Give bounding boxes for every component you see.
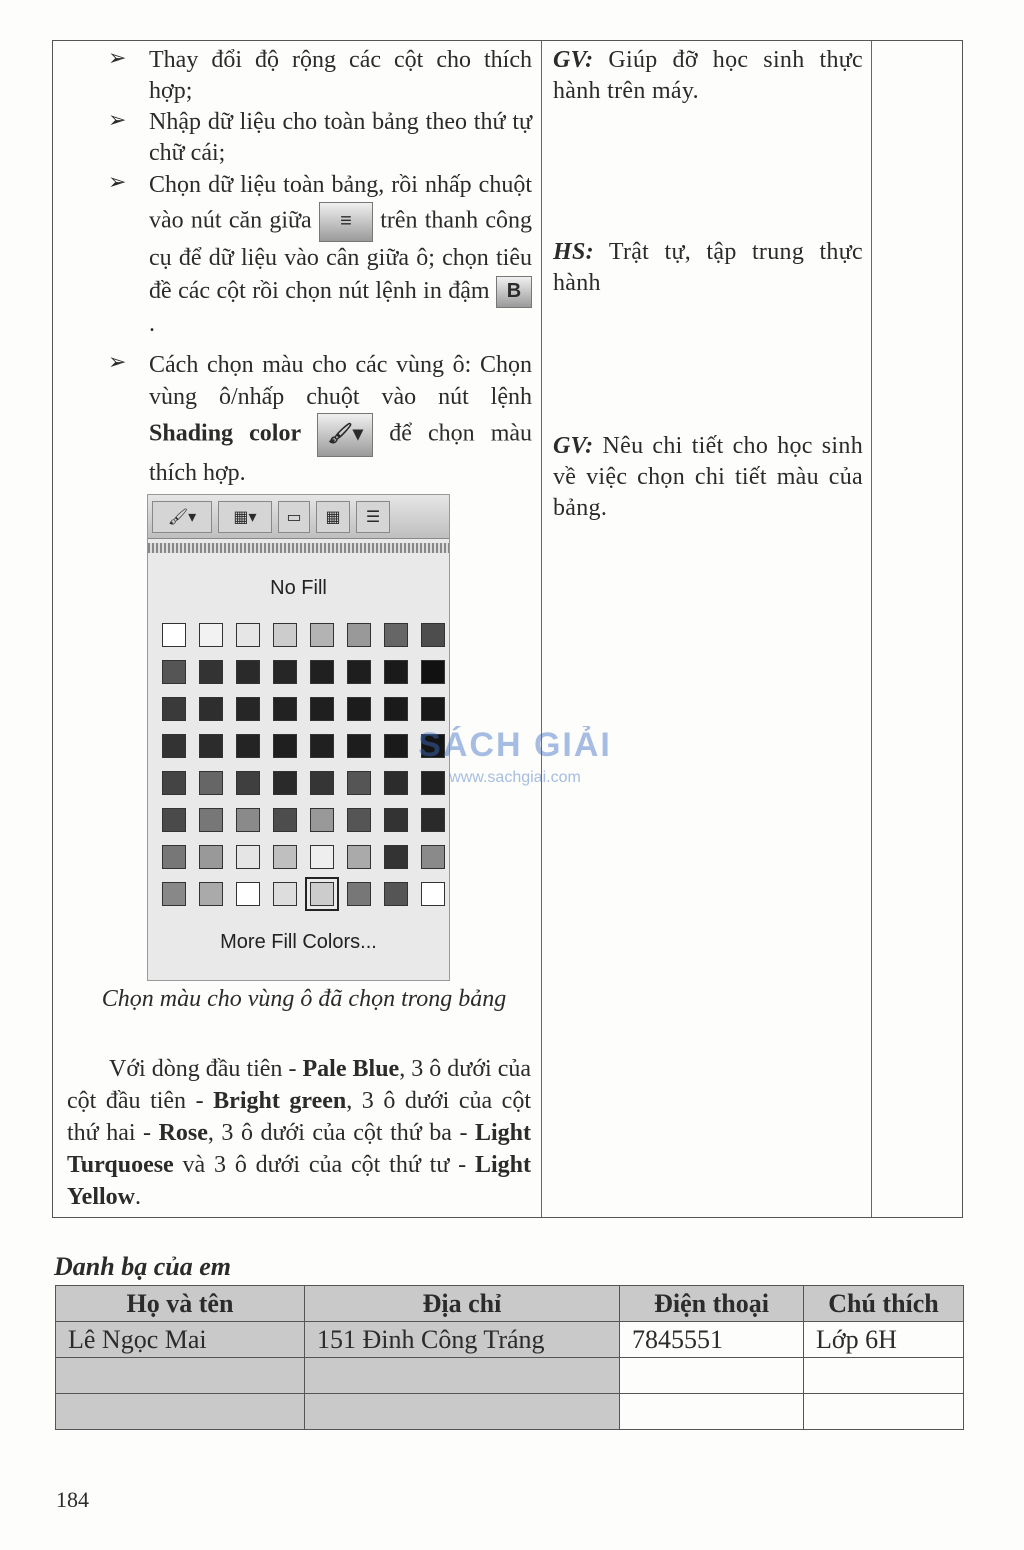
watermark-logo: SÁCH GIẢI xyxy=(418,726,612,764)
shading-color-palette xyxy=(147,494,450,981)
color-swatch[interactable] xyxy=(162,623,186,647)
paint-bucket-icon: 🖌▾ xyxy=(167,507,197,526)
cell-empty xyxy=(620,1394,804,1430)
text-box-button[interactable] xyxy=(356,501,390,533)
student-note: HS: Trật tự, tập trung thực hành xyxy=(553,239,863,296)
borders-icon: ▦▾ xyxy=(233,507,257,526)
color-swatch[interactable] xyxy=(236,771,260,795)
lesson-table xyxy=(52,40,963,1218)
color-swatch[interactable] xyxy=(162,771,186,795)
color-swatch-grid xyxy=(162,623,445,906)
directory-title: Danh bạ của em xyxy=(54,1252,231,1281)
cell-empty xyxy=(305,1358,620,1394)
arrow-bullet-icon: ➢ xyxy=(108,107,127,132)
color-swatch[interactable] xyxy=(273,697,297,721)
cell-name: Lê Ngọc Mai xyxy=(56,1322,305,1358)
arrow-bullet-icon: ➢ xyxy=(108,349,127,374)
color-swatch[interactable] xyxy=(384,845,408,869)
color-swatch[interactable] xyxy=(162,660,186,684)
teacher-note: GV: Nêu chi tiết cho học sinh về việc chọn chi tiết màu của bảng. xyxy=(553,433,863,521)
directory-table xyxy=(55,1285,964,1430)
color-swatch[interactable] xyxy=(273,808,297,832)
watermark-url: www.sachgiai.com xyxy=(449,769,581,786)
color-swatch[interactable] xyxy=(273,734,297,758)
header-name: Họ và tên xyxy=(56,1286,305,1322)
table-icon: ▭ xyxy=(286,507,302,526)
cell-empty xyxy=(804,1394,964,1430)
no-fill-option[interactable]: No Fill xyxy=(270,577,327,599)
color-swatch[interactable] xyxy=(236,882,260,906)
color-swatch[interactable] xyxy=(199,734,223,758)
table-row xyxy=(56,1358,964,1394)
color-swatch[interactable] xyxy=(199,882,223,906)
cell-empty xyxy=(620,1358,804,1394)
shading-color-icon: 🖌▾ xyxy=(317,413,373,457)
color-swatch[interactable] xyxy=(384,660,408,684)
header-notes: Chú thích xyxy=(804,1286,964,1322)
lesson-content-column xyxy=(53,41,541,1217)
cell-empty xyxy=(56,1358,305,1394)
teacher-note: GV: Giúp đỡ học sinh thực hành trên máy. xyxy=(553,47,863,104)
figure-caption: Chọn màu cho vùng ô đã chọn trong bảng xyxy=(101,986,507,1012)
color-swatch[interactable] xyxy=(347,697,371,721)
color-swatch[interactable] xyxy=(421,734,445,758)
color-swatch[interactable] xyxy=(236,660,260,684)
color-swatch[interactable] xyxy=(162,734,186,758)
color-swatch[interactable] xyxy=(347,771,371,795)
borders-button[interactable] xyxy=(218,501,272,533)
color-swatch[interactable] xyxy=(162,845,186,869)
cell-phone: 7845551 xyxy=(620,1322,804,1358)
bullet-item: Chọn dữ liệu toàn bảng, rồi nhấp chuột vào nút căn giữa ≡ trên thanh công cụ để dữ liệu vào cân giữa ô; chọn tiêu đề các cột rồi chọn nút lệnh in đậm B. xyxy=(149,172,532,338)
color-swatch[interactable] xyxy=(310,808,334,832)
color-swatch[interactable] xyxy=(199,808,223,832)
color-swatch[interactable] xyxy=(310,845,334,869)
color-swatch[interactable] xyxy=(421,660,445,684)
bold-icon: B xyxy=(496,276,532,308)
color-swatch[interactable] xyxy=(347,734,371,758)
cell-empty xyxy=(305,1394,620,1430)
page-number: 184 xyxy=(56,1487,89,1512)
color-swatch[interactable] xyxy=(421,623,445,647)
palette-toolbar xyxy=(148,495,449,539)
color-swatch[interactable] xyxy=(199,697,223,721)
shading-color-button[interactable] xyxy=(152,501,212,533)
color-swatch[interactable] xyxy=(347,845,371,869)
color-swatch[interactable] xyxy=(384,623,408,647)
insert-table-icon: ▦ xyxy=(325,507,341,526)
color-swatch[interactable] xyxy=(384,734,408,758)
color-swatch[interactable] xyxy=(421,808,445,832)
color-swatch[interactable] xyxy=(236,845,260,869)
header-address: Địa chỉ xyxy=(305,1286,620,1322)
more-fill-colors-option[interactable]: More Fill Colors... xyxy=(220,931,377,953)
color-swatch[interactable] xyxy=(199,623,223,647)
color-swatch[interactable] xyxy=(236,697,260,721)
color-swatch[interactable] xyxy=(347,808,371,832)
cell-empty xyxy=(56,1394,305,1430)
bullet-item: Nhập dữ liệu cho toàn bảng theo thứ tự chữ cái; xyxy=(149,109,532,166)
color-swatch[interactable] xyxy=(384,882,408,906)
color-swatch[interactable] xyxy=(236,623,260,647)
color-swatch[interactable] xyxy=(310,660,334,684)
arrow-bullet-icon: ➢ xyxy=(108,45,127,70)
color-swatch[interactable] xyxy=(421,882,445,906)
table-button[interactable] xyxy=(278,501,310,533)
color-swatch[interactable] xyxy=(421,771,445,795)
color-instructions-paragraph: Với dòng đầu tiên - Pale Blue, 3 ô dưới của cột đầu tiên - Bright green, 3 ô dưới của cột thứ hai - Rose, 3 ô dưới của cột thứ ba - Light Turquoese và 3 ô dưới của cột thứ tư - Light Yellow. xyxy=(67,1056,532,1210)
cell-address: 151 Đinh Công Tráng xyxy=(305,1322,620,1358)
color-swatch[interactable] xyxy=(236,734,260,758)
bullet-item: Cách chọn màu cho các vùng ô: Chọn vùng ô/nhấp chuột vào nút lệnh Shading color 🖌▾ để chọn màu thích hợp. xyxy=(149,352,533,486)
color-swatch[interactable] xyxy=(162,882,186,906)
color-swatch[interactable] xyxy=(199,771,223,795)
color-swatch[interactable] xyxy=(273,882,297,906)
column-divider xyxy=(541,41,542,1217)
color-swatch[interactable] xyxy=(310,623,334,647)
text-box-icon: ☰ xyxy=(365,507,381,526)
color-swatch[interactable] xyxy=(421,845,445,869)
palette-drag-handle[interactable] xyxy=(148,543,449,553)
header-phone: Điện thoại xyxy=(620,1286,804,1322)
color-swatch[interactable] xyxy=(384,697,408,721)
table-row xyxy=(56,1322,964,1358)
color-swatch[interactable] xyxy=(310,771,334,795)
color-swatch[interactable] xyxy=(273,623,297,647)
bullet-item: Thay đổi độ rộng các cột cho thích hợp; xyxy=(149,47,532,104)
color-swatch[interactable] xyxy=(310,697,334,721)
color-swatch[interactable] xyxy=(347,623,371,647)
color-swatch[interactable] xyxy=(347,882,371,906)
color-swatch[interactable] xyxy=(310,882,334,906)
color-swatch[interactable] xyxy=(236,808,260,832)
color-swatch[interactable] xyxy=(162,697,186,721)
color-swatch[interactable] xyxy=(273,845,297,869)
table-row xyxy=(56,1394,964,1430)
color-swatch[interactable] xyxy=(421,697,445,721)
color-swatch[interactable] xyxy=(384,808,408,832)
cell-empty xyxy=(804,1358,964,1394)
arrow-bullet-icon: ➢ xyxy=(108,169,127,194)
cell-notes: Lớp 6H xyxy=(804,1322,964,1358)
color-swatch[interactable] xyxy=(199,845,223,869)
insert-table-button[interactable] xyxy=(316,501,350,533)
color-swatch[interactable] xyxy=(347,660,371,684)
color-swatch[interactable] xyxy=(384,771,408,795)
color-swatch[interactable] xyxy=(273,660,297,684)
color-swatch[interactable] xyxy=(199,660,223,684)
color-swatch[interactable] xyxy=(273,771,297,795)
color-swatch[interactable] xyxy=(310,734,334,758)
color-swatch[interactable] xyxy=(162,808,186,832)
align-center-icon: ≡ xyxy=(319,202,373,242)
column-divider xyxy=(871,41,872,1217)
table-header-row xyxy=(56,1286,964,1322)
